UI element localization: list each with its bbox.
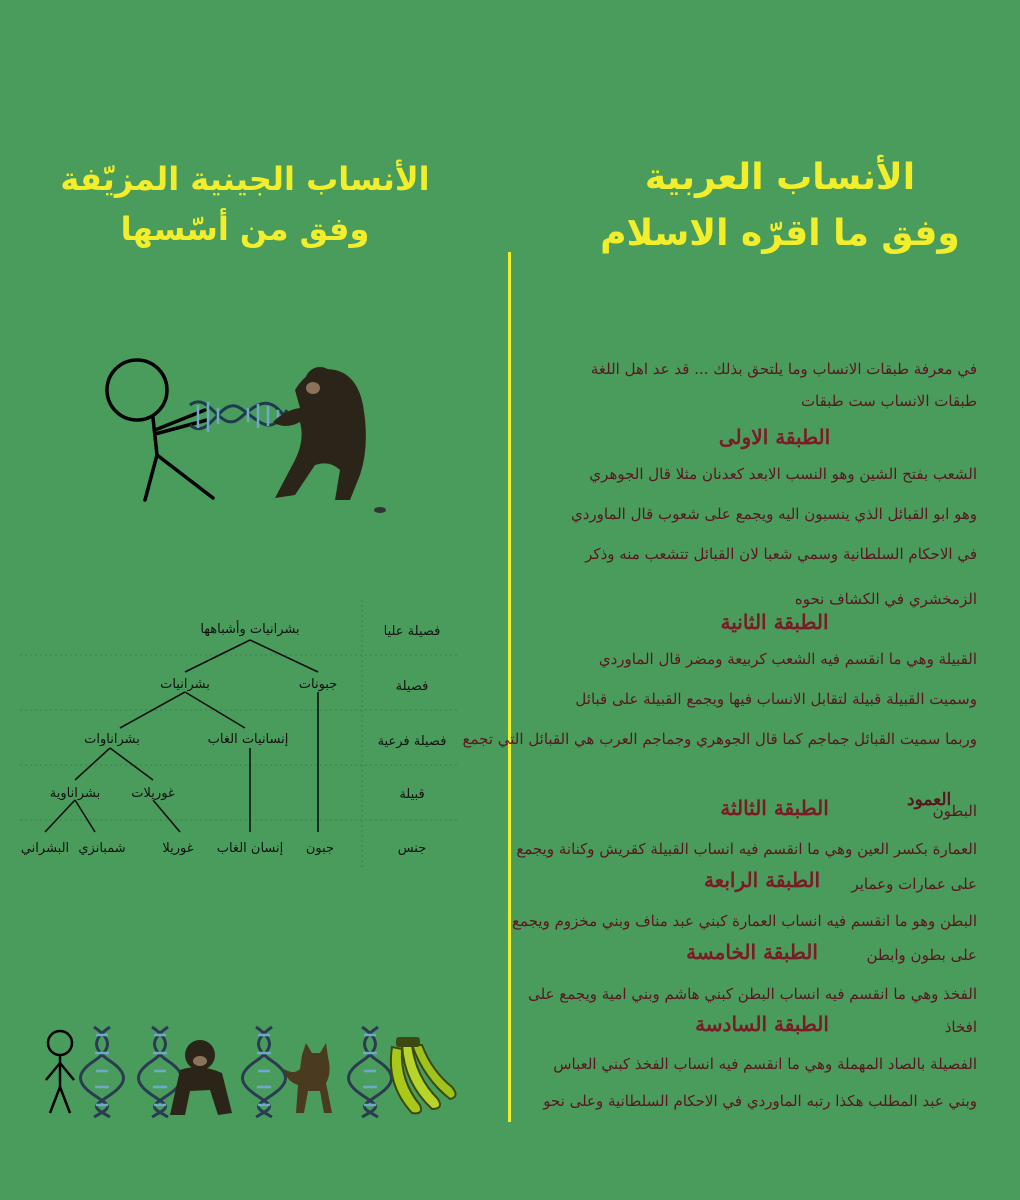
tree-node: جبونات [298,677,338,692]
right-title [560,150,1000,262]
phylogenetic-tree [20,600,460,870]
dna-icon [349,1027,392,1117]
tree-node: بشرانيات [160,677,210,692]
manuscript-line: البطون [932,802,977,820]
left-title-line1: الأنساب الجينية المزيّفة [60,160,430,198]
dna-icon [243,1027,286,1117]
manuscript-page [462,340,977,1130]
tree-node: بشراناوات [84,732,140,747]
tree-node: بشراناوية [49,786,101,801]
stick-figure-icon [46,1031,74,1113]
chimpanzee-icon [273,367,386,513]
manuscript-line: العمارة بكسر العين وهي ما انقسم فيه انساب القبيلة كقريش وكنانة ويجمع [516,840,977,858]
center-divider [508,252,511,1122]
tree-node: إنسان الغاب [216,841,284,856]
rank-label: قبيلة [399,787,425,802]
bottom-icon-row [40,1025,460,1120]
manuscript-line: الفصيلة بالصاد المهملة وهي ما انقسم فيه انساب الفخذ كبني العباس [553,1055,977,1073]
left-title-line2: وفق من أسّسها [120,209,370,248]
right-title-line1: الأنساب العربية [644,157,916,198]
rank-label: فصيلة عليا [383,624,441,639]
right-title-line2: وفق ما اقرّه الاسلام [600,212,960,254]
tree-node: بشرانيات وأشباهها [200,622,300,637]
dog-icon [284,1043,332,1113]
tree-node: جبون [305,841,335,856]
tree-node: غوريلات [131,786,175,801]
manuscript-heading: الطبقة الثالثة [720,796,829,820]
manuscript-heading: الطبقة الرابعة [703,868,821,892]
manuscript-heading: الطبقة السادسة [695,1012,829,1036]
manuscript-line: على عمارات وعماير [851,875,977,893]
dna-icon [81,1027,124,1117]
manuscript-line: على بطون وابطن [866,946,977,964]
manuscript-line: طبقات الانساب ست طبقات [800,392,977,410]
top-band [0,0,1020,130]
manuscript-line: وبني عبد المطلب هكذا رتبه الماوردي في الاحكام السلطانية وعلى نحو [543,1092,977,1110]
manuscript-line: الزمخشري في الكشاف نحوه [794,590,977,608]
manuscript-line: افخاذ [944,1018,977,1036]
tree-diagram [20,600,460,870]
manuscript-margin-note: العمود [907,790,952,810]
manuscript-line: وسميت القبيلة قبيلة لتقابل الانساب فيها ويجمع القبيلة على قبائل [575,690,977,708]
manuscript-line: في معرفة طبقات الانساب وما يلتحق بذلك ... قد عد اهل اللغة [590,360,977,378]
tree-node: شمبانزي [78,841,126,856]
manuscript-heading: الطبقة الخامسة [686,940,818,964]
manuscript-line: وربما سميت القبائل جماجم كما قال الجوهري وجماجم العرب هي القبائل التي تجمع [462,730,977,748]
rank-label: فصيلة [395,679,429,694]
tree-node: غوريلا [162,841,194,856]
manuscript-heading: الطبقة الاولى [718,425,831,449]
manuscript-heading: الطبقة الثانية [720,610,829,634]
tree-node: إنسانيات الغاب [207,732,289,747]
dna-icon [190,402,287,432]
manuscript-line: الشعب بفتح الشين وهو النسب الابعد كعدنان مثلا قال الجوهري [589,465,977,483]
rank-label: فصيلة فرعية [377,734,447,749]
manuscript-line: البطن وهو ما انقسم فيه انساب العمارة كبني عبد مناف وبني مخزوم ويجمع [512,912,977,930]
manuscript-line: الفخذ وهي ما انقسم فيه انساب البطن كبني هاشم وبني امية ويجمع على [528,985,977,1003]
left-title [10,155,480,254]
manuscript-line: في الاحكام السلطانية وسمي شعبا لان القبائل تتشعب منه وذكر [585,545,977,563]
rank-label: جنس [397,841,427,856]
tree-node: البشراني [20,841,70,856]
human-chimp-dna-tug-of-war [95,350,395,520]
manuscript-line: وهو ابو القبائل الذي ينسبون اليه ويجمع على شعوب قال الماوردي [570,505,977,523]
chimpanzee-icon [170,1040,232,1115]
banana-icon [391,1037,456,1113]
manuscript-line: القبيلة وهي ما انقسم فيه الشعب كربيعة ومضر قال الماوردي [598,650,977,668]
